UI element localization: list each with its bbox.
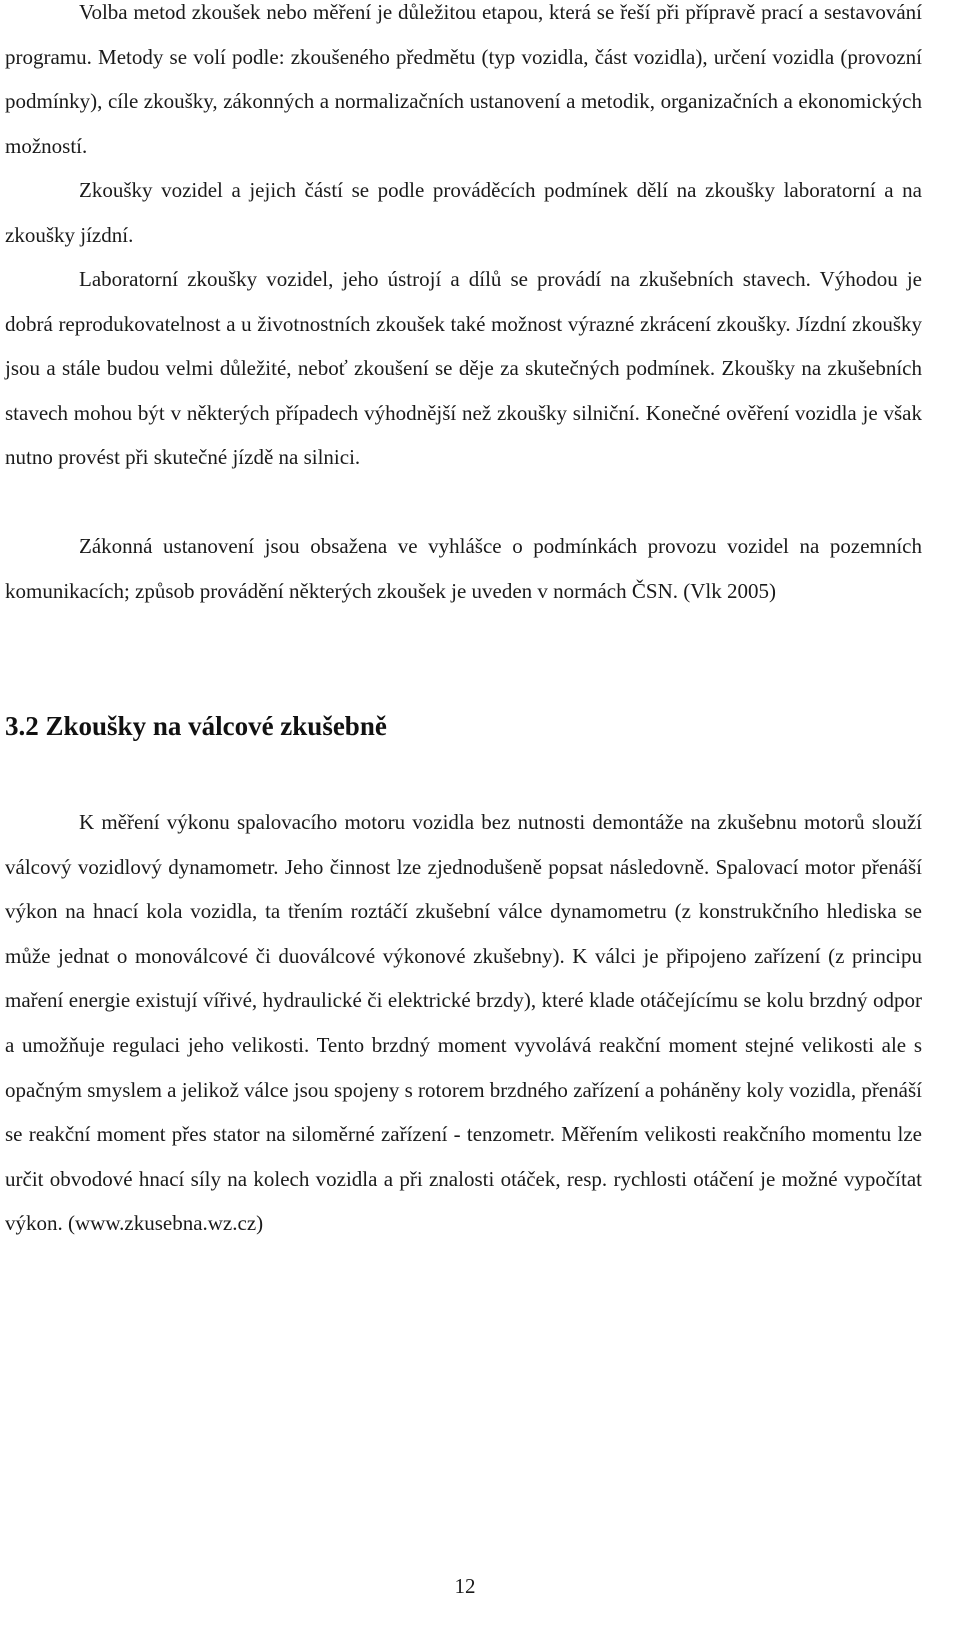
paragraph-roller-dynamometer: K měření výkonu spalovacího motoru vozidla bez nutnosti demontáže na zkušebnu motorů slouží válcový vozidlový dynamometr. Jeho činnost lze zjednodušeně popsat následovně. Spalovací motor přenáší výkon na hnací kola vozidla, ta třením roztáčí zkušební válce dynamometru (z konstrukčního hlediska se může jednat o monoválcové či duoválcové výkonové zkušebny). K válci je připojeno zařízení (z principu maření energie existují vířivé, hydraulické či elektrické brzdy), které klade otáčejícímu se kolu brzdný odpor a umožňuje regulaci jeho velikosti. Tento brzdný moment vyvolává reakční moment stejné velikosti ale s opačným smyslem a jelikož válce jsou spojeny s rotorem brzdného zařízení a poháněny koly vozidla, přenáší se reakční moment přes stator na siloměrné zařízení - tenzometr. Měřením velikosti reakčního momentu lze určit obvodové hnací síly na kolech vozidla a při znalosti otáček, resp. rychlosti otáčení je možné vypočítat výkon. (www.zkusebna.wz.cz) [5, 810, 922, 1236]
paragraph-test-method-selection: Volba metod zkoušek nebo měření je důležitou etapou, která se řeší při přípravě prací a sestavování programu. Metody se volí podle: zkoušeného předmětu (typ vozidla, část vozidla), určení vozidla (provozní podmínky), cíle zkoušky, zákonných a normalizačních ustanovení a metodik, organizačních a ekonomických možností. [5, 0, 922, 158]
paragraph-legal-provisions: Zákonná ustanovení jsou obsažena ve vyhlášce o podmínkách provozu vozidel na pozemních komunikacích; způsob provádění některých zkoušek je uveden v normách ČSN. (Vlk 2005) [5, 534, 922, 603]
paragraph-laboratory-tests: Laboratorní zkoušky vozidel, jeho ústrojí a dílů se provádí na zkušebních stavech. Výhodou je dobrá reprodukovatelnost a u životnostních zkoušek také možnost výrazné zkrácení zkoušky. Jízdní zkoušky jsou a stále budou velmi důležité, neboť zkoušení se děje za skutečných podmínek. Zkoušky na zkušebních stavech mohou být v některých případech výhodnější než zkoušky silniční. Konečné ověření vozidla je však nutno provést při skutečné jízdě na silnici. [5, 267, 922, 470]
section-heading: 3.2 Zkoušky na válcové zkušebně [5, 711, 387, 741]
paragraph-test-categories: Zkoušky vozidel a jejich částí se podle prováděcích podmínek dělí na zkoušky laboratorní a na zkoušky jízdní. [5, 178, 922, 247]
page-number: 12 [454, 1574, 476, 1598]
